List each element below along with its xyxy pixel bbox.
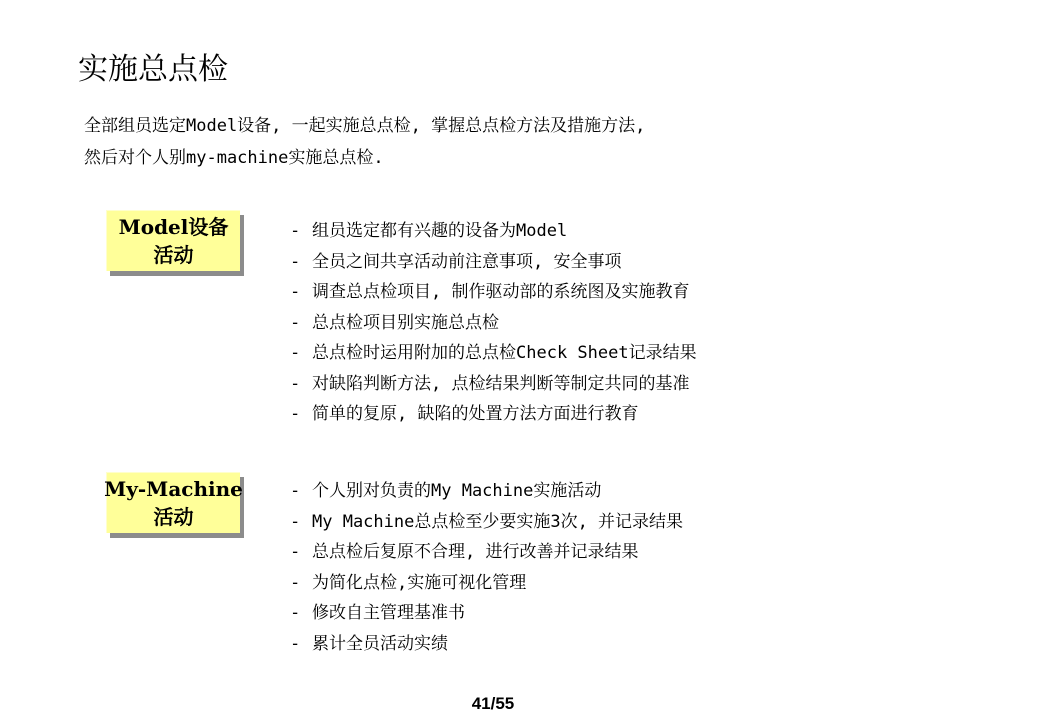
page-number: 41/55	[471, 694, 515, 713]
badge-label-line-2: 活动	[153, 505, 194, 529]
list-item	[290, 598, 683, 629]
list-dash: -	[290, 572, 301, 593]
list-item-text: 总点检时运用附加的总点检Check Sheet记录结果	[312, 343, 697, 363]
list-dash: -	[290, 282, 301, 302]
list-item	[290, 476, 683, 507]
list-dash: -	[290, 633, 301, 654]
intro-line-1: 全部组员选定Model设备, 一起实施总点检, 掌握总点检方法及措施方法,	[84, 116, 646, 136]
list-item	[290, 338, 697, 369]
list-item	[290, 308, 697, 339]
list-item-text: 调查总点检项目, 制作驱动部的系统图及实施教育	[312, 282, 690, 302]
list-item-text: 修改自主管理基准书	[312, 603, 465, 623]
list-dash: -	[290, 542, 301, 562]
list-dash: -	[290, 603, 301, 623]
list-item-text: 总点检后复原不合理, 进行改善并记录结果	[312, 542, 639, 562]
list-item-text: 简单的复原, 缺陷的处置方法方面进行教育	[312, 404, 639, 424]
list-dash: -	[290, 373, 301, 394]
list-item	[290, 247, 697, 278]
intro-line-2: 然后对个人别my-machine实施总点检.	[84, 148, 384, 168]
list-item	[290, 629, 683, 660]
list-item-text: 累计全员活动实绩	[312, 633, 448, 654]
list-dash: -	[290, 343, 301, 363]
badge-label-line-1: My-Machine	[104, 477, 243, 501]
badge-label	[104, 472, 243, 533]
list-dash: -	[290, 221, 301, 241]
badge-label	[106, 210, 240, 271]
intro-paragraph	[84, 110, 645, 174]
list-item-text: 个人别对负责的My Machine实施活动	[312, 481, 602, 501]
list-item	[290, 277, 697, 308]
list-dash: -	[290, 511, 301, 532]
badge-label-line-1: Model设备	[118, 215, 229, 239]
list-item	[290, 216, 697, 247]
list-item-text: 对缺陷判断方法, 点检结果判断等制定共同的基准	[312, 373, 690, 394]
list-item	[290, 507, 683, 538]
list-item	[290, 369, 697, 400]
badge-label-line-2: 活动	[153, 243, 194, 267]
list-dash: -	[290, 481, 301, 501]
slide-title: 实施总点检	[78, 52, 228, 87]
list-item-text: 总点检项目别实施总点检	[312, 312, 499, 333]
my-machine-activity-list	[290, 476, 683, 659]
list-dash: -	[290, 404, 301, 424]
model-activity-badge	[106, 210, 244, 276]
list-item-text: My Machine总点检至少要实施3次, 并记录结果	[312, 511, 684, 532]
model-activity-list	[290, 216, 697, 430]
list-item-text: 全员之间共享活动前注意事项, 安全事项	[312, 251, 622, 272]
list-item-text: 为简化点检,实施可视化管理	[312, 572, 527, 593]
list-item	[290, 537, 683, 568]
list-item	[290, 568, 683, 599]
my-machine-activity-badge	[106, 472, 244, 538]
list-item	[290, 399, 697, 430]
list-dash: -	[290, 312, 301, 333]
list-item-text: 组员选定都有兴趣的设备为Model	[312, 221, 568, 241]
list-dash: -	[290, 251, 301, 272]
